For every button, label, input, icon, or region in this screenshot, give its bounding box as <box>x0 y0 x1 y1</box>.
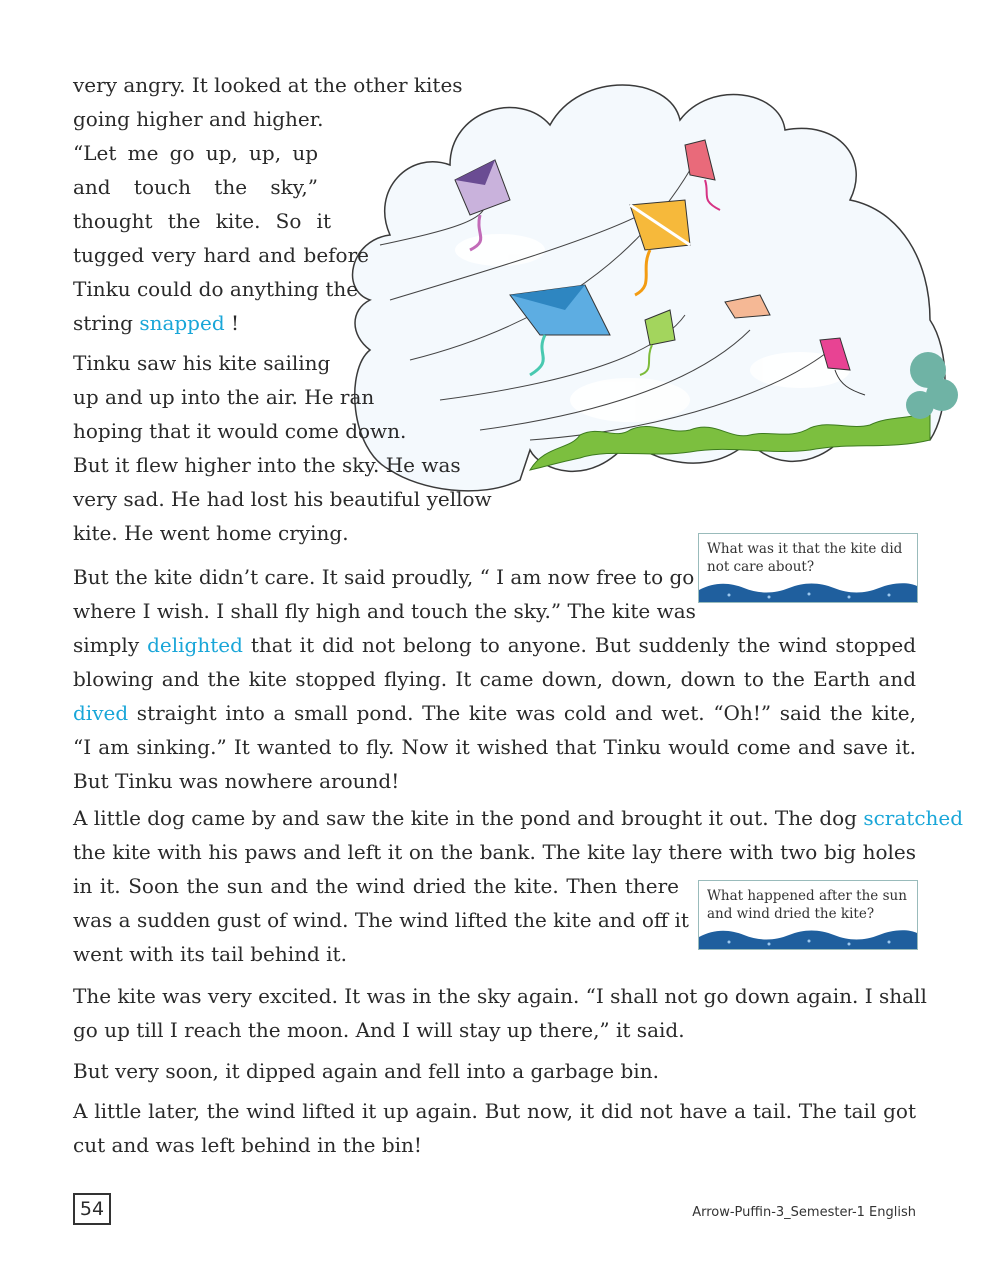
text-line: go up till I reach the moon. And I will stay up there,” it said. <box>73 1018 685 1042</box>
text-line: But Tinku was nowhere around! <box>73 769 400 793</box>
text-line: Tinku could do anything the <box>73 277 359 301</box>
question-box-2 <box>698 880 918 950</box>
text-line: going higher and higher. <box>73 107 324 131</box>
question-text: and wind dried the kite? <box>707 906 875 922</box>
text-line: A little dog came by and saw the kite in the pond and brought it out. The dog scratched <box>73 806 964 830</box>
vocab-word: dived <box>73 701 129 725</box>
text-line: very angry. It looked at the other kites <box>73 73 463 97</box>
paragraph-3 <box>73 560 916 798</box>
vocab-word: snapped <box>139 311 225 335</box>
text-line: But the kite didn’t care. It said proudly, “ I am now free to go <box>73 565 695 589</box>
text-line: the kite with his paws and left it on the bank. The kite lay there with two big holes <box>73 840 916 864</box>
question-text: not care about? <box>707 559 815 575</box>
wave-decoration <box>699 927 917 949</box>
paragraph-2 <box>73 346 503 550</box>
text-line: tugged very hard and before <box>73 243 369 267</box>
text-line: up and up into the air. He ran <box>73 385 375 409</box>
page-number: 54 <box>73 1193 111 1225</box>
paragraph-7 <box>73 1094 916 1162</box>
paragraph-1 <box>73 68 463 340</box>
paragraph-6 <box>73 1054 916 1088</box>
text-line: went with its tail behind it. <box>73 942 347 966</box>
vocab-word: delighted <box>147 633 243 657</box>
text-line: very sad. He had lost his beautiful yellow <box>73 487 492 511</box>
text-line: was a sudden gust of wind. The wind lifted the kite and off it <box>73 908 689 932</box>
text-line: simply delighted that it did not belong to anyone. But suddenly the wind stopped <box>73 633 917 657</box>
text-line: thought the kite. So it <box>73 209 331 233</box>
book-title-footer: Arrow-Puffin-3_Semester-1 English <box>692 1205 916 1220</box>
question-text: What was it that the kite did <box>707 541 903 557</box>
text-line: hoping that it would come down. <box>73 419 407 443</box>
text-line: Tinku saw his kite sailing <box>73 351 331 375</box>
text-line: “Let me go up, up, up <box>73 141 318 165</box>
text-line: A little later, the wind lifted it up again. But now, it did not have a tail. The tail got <box>73 1099 916 1123</box>
vocab-word: scratched <box>863 806 964 830</box>
text-line: string snapped ! <box>73 311 240 335</box>
text-line: blowing and the kite stopped flying. It came down, down, down to the Earth and <box>73 667 916 691</box>
paragraph-5 <box>73 979 927 1047</box>
text-line: “I am sinking.” It wanted to fly. Now it wished that Tinku would come and save it. <box>73 735 916 759</box>
text-line: in it. Soon the sun and the wind dried the kite. Then there <box>73 874 679 898</box>
text-line: kite. He went home crying. <box>73 521 349 545</box>
text-line: But very soon, it dipped again and fell into a garbage bin. <box>73 1059 659 1083</box>
text-line: and touch the sky,” <box>73 175 318 199</box>
text-line: cut and was left behind in the bin! <box>73 1133 422 1157</box>
text-line: dived straight into a small pond. The kite was cold and wet. “Oh!” said the kite, <box>73 701 916 725</box>
question-text: What happened after the sun <box>707 888 907 904</box>
text-line: The kite was very excited. It was in the sky again. “I shall not go down again. I shall <box>73 984 927 1008</box>
text-line: But it flew higher into the sky. He was <box>73 453 461 477</box>
text-line: where I wish. I shall fly high and touch the sky.” The kite was <box>73 599 696 623</box>
